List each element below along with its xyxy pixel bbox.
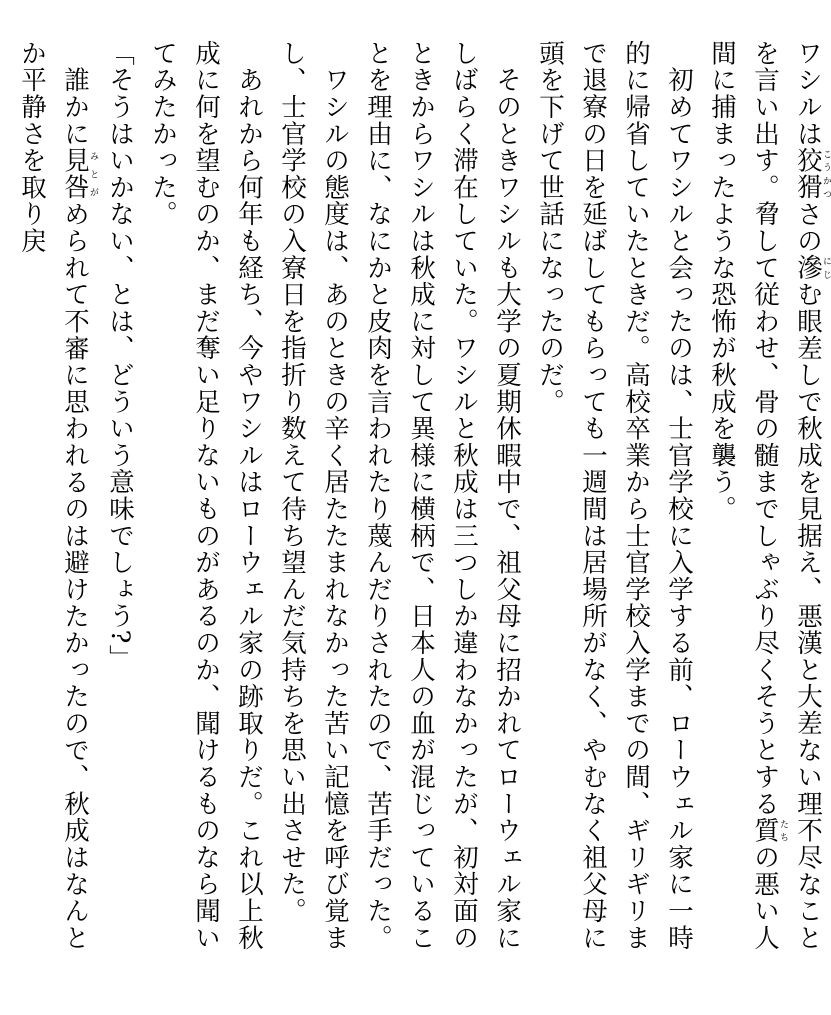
ruby-word: [793, 147, 831, 201]
paragraph: [356, 40, 528, 975]
ruby-reading: みとが: [88, 147, 98, 201]
text-run: あれから何年も経ち、今やワシルはローウェル家の跡取りだ。これ以上秋成に何を望むのか、まだ奪い足りないものがあるのか、聞けるものなら聞いてみたかった。: [148, 40, 264, 952]
text-run: の悪い人間に捕まったような恐怖が秋成を襲う。: [707, 40, 780, 952]
paragraph: [270, 40, 356, 975]
paragraph: [700, 40, 831, 975]
text-run: ワシルは: [793, 40, 823, 148]
ruby-reading: にじ: [821, 254, 831, 282]
ruby-base: 狡猾: [793, 147, 823, 201]
ruby-word: [793, 254, 831, 282]
text-run: そのときワシルも大学の夏期休暇中で、祖父母に招かれてローウェル家にしばらく滞在していた。ワシルと秋成は三つしか違わなかったが、初対面のときからワシルは秋成に対して異様に横柄で、日本人の血が混じっていることを理由に、なにかと皮肉を言われたり蔑んだりされたので、苦手だった。: [363, 40, 522, 952]
ruby-word: [750, 817, 788, 845]
ruby-base: 滲: [793, 254, 823, 282]
ruby-reading: こうかつ: [821, 147, 831, 201]
text-run: 初めてワシルと会ったのは、士官学校に入学する前、ローウェル家に一時的に帰省していたときだ。高校卒業から士官学校入学までの間、ギリギリまで退寮の日を延ばしてもらっても一週間は居場所がなく、やむなく祖父母に頭を下げて世話になったのだ。: [535, 40, 694, 952]
ruby-reading: たち: [778, 817, 788, 845]
text-run: さの: [793, 200, 823, 255]
paragraph: [528, 40, 700, 975]
paragraph: [98, 40, 141, 975]
text-run: 誰かに: [60, 40, 90, 148]
ruby-base: 見咎: [60, 147, 90, 201]
text-run: められて不審に思われるのは避けたかったので、秋成はなんとか平静さを取り戻: [17, 40, 90, 952]
paragraph: [10, 40, 98, 975]
ruby-base: 質: [750, 817, 780, 845]
ruby-word: [60, 147, 98, 201]
text-run: む眼差しで秋成を見据え、悪漢と大差ない理不尽なことを言い出す。脅して従わせ、骨の髄までしゃぶり尽くそうとする: [750, 40, 823, 952]
text-run: ワシルの態度は、あのときの辛く居たたまれなかった苦い記憶を呼び覚まし、士官学校の入寮日を指折り数えて待ち望んだ気持ちを思い出させた。: [277, 40, 350, 952]
paragraph: [141, 40, 270, 975]
text-run: 「そうはいかない、とは、どういう意味でしょう?」: [105, 40, 135, 672]
vertical-text-block: [10, 40, 831, 975]
